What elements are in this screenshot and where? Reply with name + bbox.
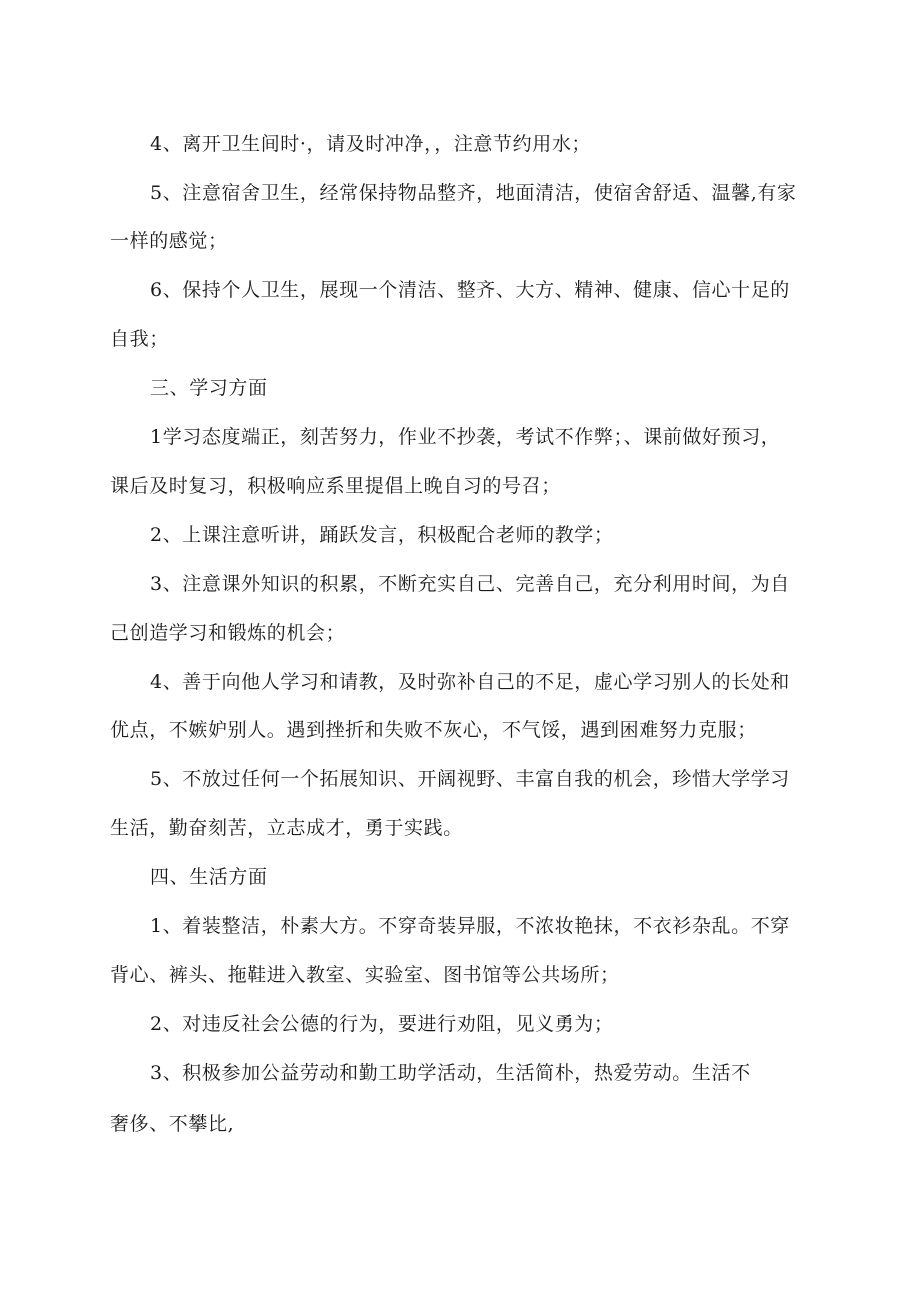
section-heading: 三、学习方面: [150, 377, 268, 399]
paragraph-line: 奢侈、不攀比,: [110, 1113, 235, 1135]
paragraph-line: 课后及时复习，积极响应系里提倡上晚自习的号召；: [110, 475, 561, 497]
paragraph-line: 5、注意宿舍卫生，经常保持物品整齐，地面清洁，使宿舍舒适、温馨,有家: [150, 182, 797, 204]
paragraph-line: 己创造学习和锻炼的机会；: [110, 622, 346, 644]
paragraph-line: 背心、裤头、拖鞋进入教室、实验室、图书馆等公共场所；: [110, 964, 620, 986]
paragraph-line: 2、对违反社会公德的行为，要进行劝阻，见义勇为；: [150, 1013, 614, 1035]
paragraph-line: 生活，勤奋刻苦，立志成才，勇于实践。: [110, 817, 463, 839]
paragraph-line: 1、着装整洁，朴素大方。不穿奇装异服，不浓妆艳抹，不衣衫杂乱。不穿: [150, 915, 790, 937]
paragraph-line: 4、善于向他人学习和请教，及时弥补自己的不足，虚心学习别人的长处和: [150, 671, 790, 693]
paragraph-line: 优点，不嫉妒别人。遇到挫折和失败不灰心，不气馁，遇到困难努力克服；: [110, 719, 757, 741]
paragraph-line: 3、注意课外知识的积累，不断充实自己、完善自己，充分利用时间，为自: [150, 573, 790, 595]
paragraph-line: 1学习态度端正，刻苦努力，作业不抄袭，考试不作弊；、课前做好预习，: [150, 426, 781, 448]
paragraph-line: 5、不放过任何一个拓展知识、开阔视野、丰富自我的机会，珍惜大学学习: [150, 768, 790, 790]
paragraph-line: 一样的感觉；: [110, 230, 228, 252]
paragraph-line: 4、离开卫生间时·，请及时冲净，，注意节约用水；: [150, 133, 592, 155]
paragraph-line: 6、保持个人卫生，展现一个清洁、整齐、大方、精神、健康、信心十足的: [150, 279, 790, 301]
paragraph-line: 3、积极参加公益劳动和勤工助学活动，生活简朴，热爱劳动。生活不: [150, 1062, 751, 1084]
section-heading: 四、生活方面: [150, 866, 268, 888]
paragraph-line: 自我；: [110, 328, 169, 350]
paragraph-line: 2、上课注意听讲，踊跃发言，积极配合老师的教学；: [150, 524, 614, 546]
